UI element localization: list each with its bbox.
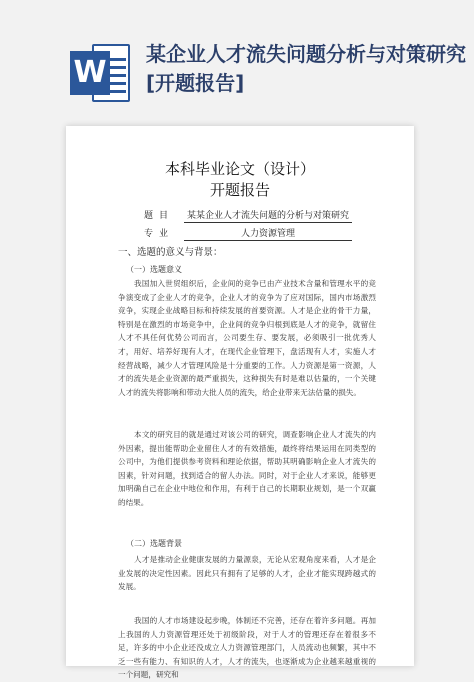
paragraph: 我国的人才市场建设起步晚，体制还不完善，还存在着许多问题。再加上我国的人力资源管理还处于初级阶段，对于人才的管理还存在着很多不足，许多的中小企业还没成立人力资源管理部门，人员流动也频繁，其中不乏一些有能力、有知识的人才，人才的流失，也逐渐成为企业越来越重视的一个问题，研究和 bbox=[118, 616, 376, 680]
paragraph: 人才是推动企业健康发展的力量源泉，无论从宏观角度来看，人才是企业发展的决定性因素。因此只有拥有了足够的人才，企业才能实现跨越式的发展。 bbox=[118, 555, 376, 592]
topic-field bbox=[144, 208, 349, 221]
paragraph: 我国加入世贸组织后，企业间的竞争已由产业技术含量和管理水平的竞争演变成了企业人才的竞争，企业人才的竞争为了应对国际，国内市场激烈竞争，实现企业战略目标和持续发展的首要资源。人才是企业的骨干力量，特别是在激烈的市场竞争中，企业间的竞争归根到底是人才的竞争，就留住人才不具任何优势公司而言，公司要生存、要发展，必须吸引一批优秀人才，用好、培养好现有人才，在现代企业管理下，盘活现有人才，实施人才经营战略，减少人才管理风险是十分重要的工作。人力资源是第一资源，人才的流失是企业资源的最严重损失，这种损失有时是难以估量的，一个关键人才的流失将影响和带动大批人员的流失，给企业带来无法估量的损失。 bbox=[118, 279, 376, 397]
topic-value: 某某企业人才流失问题的分析与对策研究 bbox=[184, 208, 352, 223]
document-title: 本科毕业论文（设计） bbox=[164, 160, 315, 178]
subsection-heading: （二）选题背景 bbox=[126, 539, 182, 548]
major-field bbox=[144, 226, 295, 239]
section-heading: 一、选题的意义与背景： bbox=[118, 247, 223, 258]
major-value: 人力资源管理 bbox=[184, 226, 352, 241]
paragraph: 本文的研究目的就是通过对该公司的研究，调查影响企业人才流失的内外因素，提出能帮助企业留住人才的有效措施，最终将结果运用在同类型的公司中，为他们提供参考资料和理论依据，帮助其明确影响企业人才流失的因素，针对问题，找到适合的留人办法。同时，对于企业人才来说，能够更加明确自己在企业中地位和作用，有利于自己的长期职业规划，是一个双赢的结果。 bbox=[118, 430, 376, 507]
word-app-badge: W bbox=[70, 51, 110, 95]
major-label: 专业 bbox=[144, 229, 175, 239]
topic-label: 题目 bbox=[144, 211, 175, 221]
document-page bbox=[66, 126, 414, 680]
banner-title: 某企业人才流失问题分析与对策研究[开题报告] bbox=[146, 42, 466, 95]
word-document-icon bbox=[70, 44, 130, 102]
banner bbox=[0, 0, 474, 118]
subsection-heading: （一）选题意义 bbox=[126, 265, 182, 274]
document-subtitle: 开题报告 bbox=[209, 181, 270, 199]
